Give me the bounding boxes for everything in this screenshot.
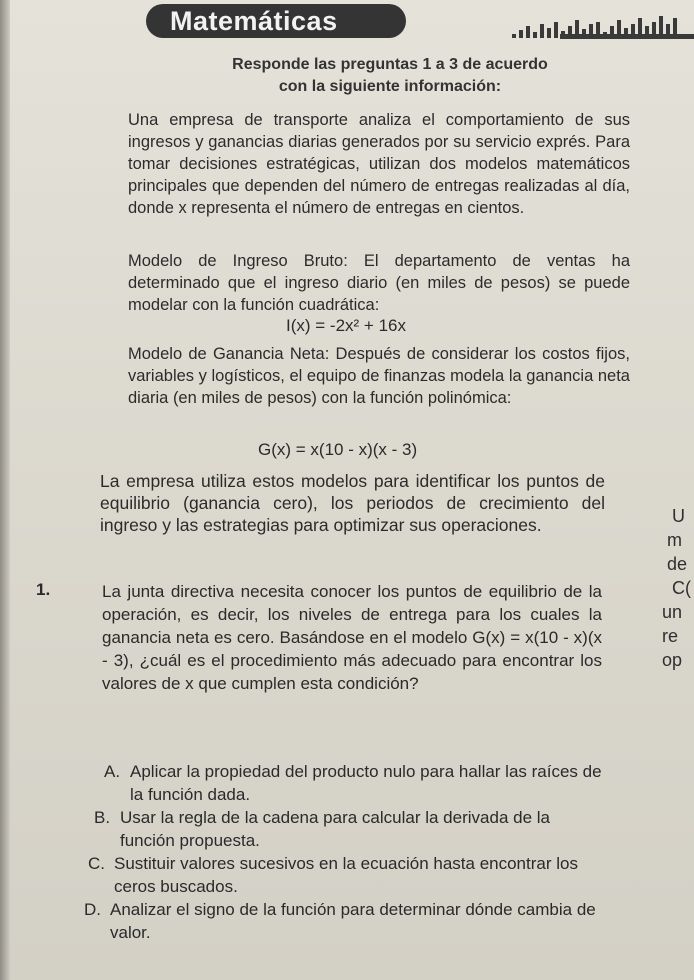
option-letter: A.	[104, 762, 121, 781]
margin-fragment: C(	[672, 578, 691, 598]
title-banner	[146, 4, 406, 38]
page-title: Matemáticas	[170, 5, 338, 36]
question-number: 1.	[36, 580, 51, 599]
option-b[interactable]	[94, 806, 614, 852]
decorative-bars-base	[560, 34, 694, 39]
income-model-paragraph: Modelo de Ingreso Bruto: El departamento de ventas ha determinado que el ingreso diario (en miles de pesos) se puede modelar con la función cuadrática:	[128, 252, 630, 314]
margin-fragment: un	[662, 602, 683, 622]
margin-fragment: de	[667, 554, 688, 574]
intro-paragraph: Una empresa de transporte analiza el comportamiento de sus ingresos y ganancias diarias generados por su servicio exprés. Para tomar decisiones estratégicas, utilizan dos modelos matemáticos principales que dependen del número de entregas realizadas al día, donde x representa el número de entregas en cientos.	[128, 111, 630, 217]
margin-fragment: re	[662, 626, 679, 646]
margin-fragment: op	[662, 650, 683, 670]
option-letter: C.	[88, 854, 105, 873]
option-text: Usar la regla de la cadena para calcular la derivada de la función propuesta.	[120, 808, 550, 850]
option-text: Analizar el signo de la función para determinar dónde cambia de valor.	[110, 900, 596, 942]
option-c[interactable]	[88, 852, 608, 898]
profit-formula: G(x) = x(10 - x)(x - 3)	[258, 440, 418, 459]
page-edge-shadow	[0, 0, 10, 980]
instructions-line-1: Responde las preguntas 1 a 3 de acuerdo	[232, 56, 548, 73]
profit-model-paragraph: Modelo de Ganancia Neta: Después de considerar los costos fijos, variables y logísticos, el equipo de finanzas modela la ganancia neta diaria (en miles de pesos) con la función polinómica:	[128, 345, 630, 407]
income-formula: I(x) = -2x² + 16x	[286, 316, 406, 335]
question-text: La junta directiva necesita conocer los puntos de equilibrio de la operación, es decir, los niveles de entrega para los cuales la ganancia neta es cero. Basándose en el modelo G(x) = x(10 - x)(x - 3), ¿cuál es el procedimiento más adecuado para encontrar los valores de x que cumplen esta condición?	[102, 582, 602, 693]
instructions-line-2: con la siguiente información:	[278, 78, 502, 95]
option-text: Sustituir valores sucesivos en la ecuación hasta encontrar los ceros buscados.	[114, 854, 578, 896]
option-d[interactable]	[84, 898, 604, 944]
margin-fragment: m	[667, 530, 682, 550]
option-text: Aplicar la propiedad del producto nulo para hallar las raíces de la función dada.	[130, 762, 602, 804]
option-letter: D.	[84, 900, 101, 919]
margin-fragment: U	[672, 506, 685, 526]
option-a[interactable]	[104, 760, 624, 806]
option-letter: B.	[94, 808, 111, 827]
usage-paragraph: La empresa utiliza estos modelos para identificar los puntos de equilibrio (ganancia cero), los periodos de crecimiento del ingreso y las estrategias para optimizar sus operaciones.	[100, 471, 605, 535]
